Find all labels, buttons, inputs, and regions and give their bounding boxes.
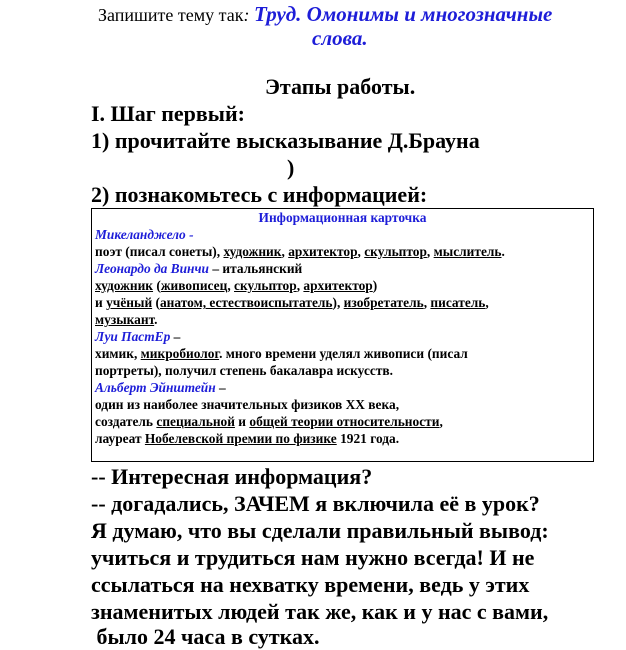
step2-item: 2) познакомьтесь с информацией: — [91, 182, 428, 207]
theme-title-line2: слова. — [312, 26, 368, 50]
leonardo-line4: музыкант. — [95, 312, 158, 327]
leonardo-line3: и учёный (анатом, естествоиспытатель), изобретатель, писатель, — [95, 295, 489, 310]
pasteur-line1: Луи ПастЕр – — [95, 329, 181, 344]
pasteur-name: Луи ПастЕр — [95, 329, 171, 344]
paragraph-line: было 24 часа в сутках. — [91, 624, 320, 649]
theme-instruction — [98, 2, 552, 27]
paragraph-line: -- Интересная информация? — [91, 464, 373, 489]
michelangelo-desc: поэт (писал сонеты), художник, архитектор, скульптор, мыслитель. — [95, 244, 505, 259]
paragraph-line: -- догадались, ЗАЧЕМ я включила её в урок? — [91, 491, 540, 516]
pasteur-line3: портреты), получил степень бакалавра искусств. — [95, 363, 393, 378]
step1-item: 1) прочитайте высказывание Д.Брауна — [91, 128, 480, 153]
einstein-line4: лауреат Нобелевской премии по физике 1921 года. — [95, 431, 400, 446]
instruction-colon: : — [243, 5, 250, 25]
info-card-title: Информационная карточка — [258, 210, 427, 225]
theme-title-line1: Труд. Омонимы и многозначные — [253, 2, 553, 26]
einstein-line2: один из наиболее значительных физиков XX века, — [95, 397, 400, 412]
leonardo-line2: художник (живописец, скульптор, архитектор) — [95, 278, 378, 293]
paragraph-line: знаменитых людей так же, как и у нас с вами, — [91, 599, 549, 624]
leonardo-line1: Леонардо да Винчи – итальянский — [95, 261, 303, 276]
leonardo-name: Леонардо да Винчи — [95, 261, 209, 276]
paragraph-line: Я думаю, что вы сделали правильный вывод: — [91, 518, 549, 543]
michelangelo-name: Микеланджело - — [95, 227, 194, 242]
einstein-line3: создатель специальной и общей теории относительности, — [95, 414, 443, 429]
step1-paren: ) — [287, 155, 295, 180]
paragraph-line: ссылаться на нехватку времени, ведь у этих — [91, 572, 530, 597]
instruction-text: Запишите тему так — [98, 5, 244, 25]
pasteur-line2: химик, микробиолог. много времени уделял живописи (писал — [95, 346, 468, 361]
einstein-line1: Альберт Эйнштейн – — [95, 380, 226, 395]
step1-title: I. Шаг первый: — [91, 101, 245, 126]
paragraph-line: учиться и трудиться нам нужно всегда! И не — [91, 545, 535, 570]
stages-title: Этапы работы. — [265, 74, 416, 99]
einstein-name: Альберт Эйнштейн — [95, 380, 216, 395]
info-card — [91, 208, 594, 462]
